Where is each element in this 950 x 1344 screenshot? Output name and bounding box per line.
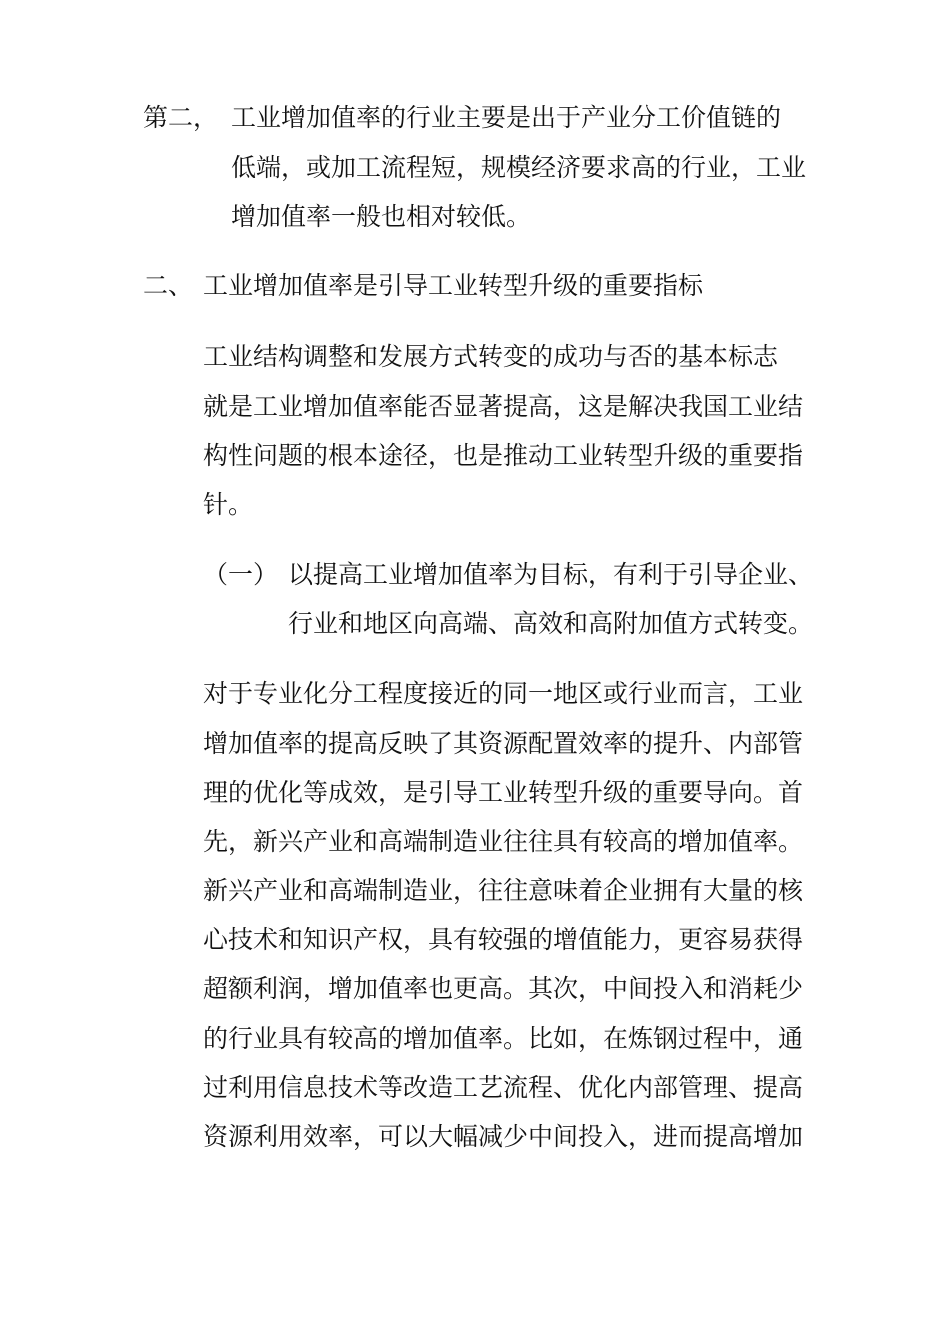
item-marker: 第二， bbox=[143, 103, 219, 132]
body-line-7: 超额利润，增加值率也更高。其次，中间投入和消耗少 bbox=[203, 974, 804, 1003]
item-line-2: 低端，或加工流程短，规模经济要求高的行业，工业 bbox=[231, 153, 807, 182]
body-line-6: 心技术和知识产权，具有较强的增值能力，更容易获得 bbox=[203, 925, 804, 954]
body-line-9: 过利用信息技术等改造工艺流程、优化内部管理、提高 bbox=[203, 1073, 804, 1102]
body-line-8: 的行业具有较高的增加值率。比如，在炼钢过程中，通 bbox=[203, 1024, 804, 1053]
subheading-line-1: 以提高工业增加值率为目标，有利于引导企业、 bbox=[288, 560, 814, 589]
body-line-10: 资源利用效率，可以大幅减少中间投入，进而提高增加 bbox=[203, 1122, 804, 1151]
subheading-line-2: 行业和地区向高端、高效和高附加值方式转变。 bbox=[288, 609, 814, 638]
heading-marker: 二、 bbox=[143, 271, 194, 300]
body-line-2: 增加值率的提高反映了其资源配置效率的提升、内部管 bbox=[203, 729, 804, 758]
body-line-1: 对于专业化分工程度接近的同一地区或行业而言，工业 bbox=[203, 679, 804, 708]
intro-line-4: 针。 bbox=[203, 490, 254, 519]
body-line-3: 理的优化等成效，是引导工业转型升级的重要导向。首 bbox=[203, 778, 804, 807]
intro-line-1: 工业结构调整和发展方式转变的成功与否的基本标志 bbox=[203, 342, 779, 371]
item-line-3: 增加值率一般也相对较低。 bbox=[231, 202, 532, 231]
body-line-4: 先，新兴产业和高端制造业往往具有较高的增加值率。 bbox=[203, 827, 804, 856]
body-line-5: 新兴产业和高端制造业，往往意味着企业拥有大量的核 bbox=[203, 876, 804, 905]
subheading-marker: （一） bbox=[203, 560, 279, 589]
intro-line-2: 就是工业增加值率能否显著提高，这是解决我国工业结 bbox=[203, 392, 804, 421]
item-line-1: 工业增加值率的行业主要是出于产业分工价值链的 bbox=[231, 103, 782, 132]
heading-text: 工业增加值率是引导工业转型升级的重要指标 bbox=[203, 271, 704, 300]
intro-line-3: 构性问题的根本途径，也是推动工业转型升级的重要指 bbox=[203, 441, 804, 470]
